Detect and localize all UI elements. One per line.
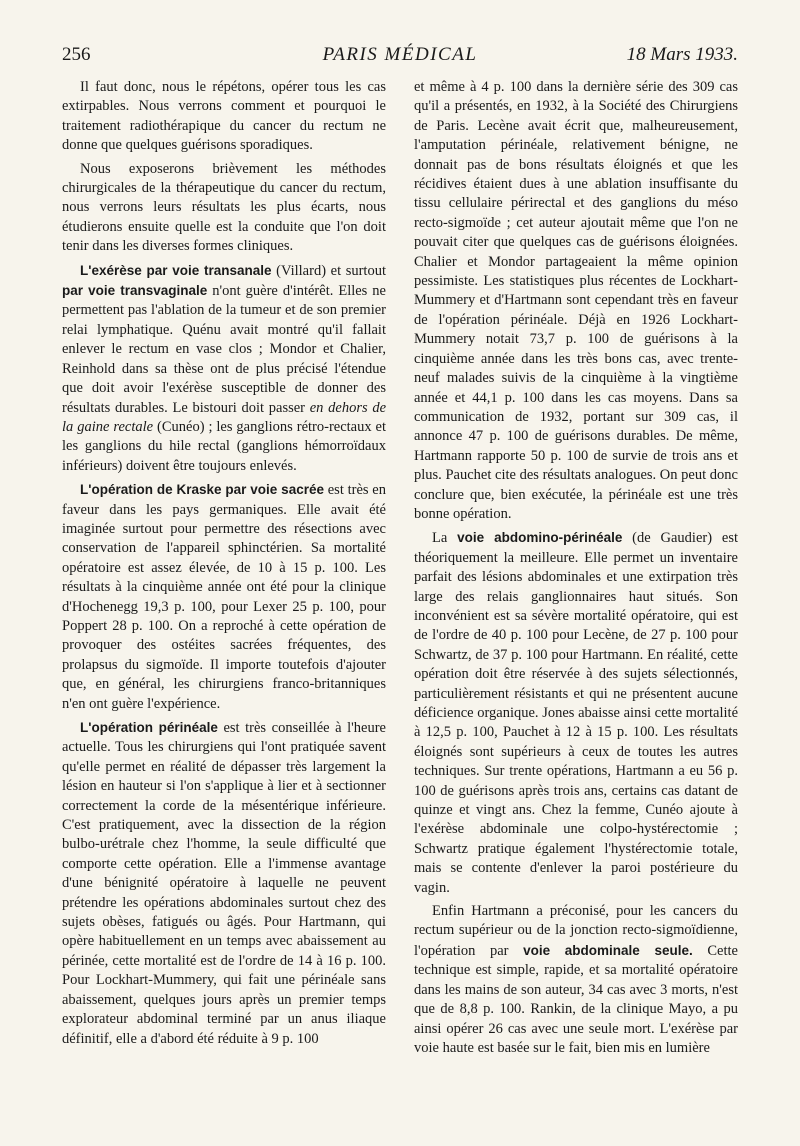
bold-term: voie abdominale seule. (523, 942, 693, 958)
text-run: est très en faveur dans les pays germaniques. Elle avait été imaginée surtout pour permettre des résections avec conservation de l'appareil sphinctérien. Sa mortalité opératoire est assez élevée, de 10 à 15 p. 100. Les résultats à la cinquième année ont été pour la clinique d'Hochenegg 19,3 p. 100, pour Lexer 25 p. 100, pour Poppert 28 p. 100. On a reproché à cette opération de provoquer des ostéites sacrées fréquentes, des prolapsus du sigmoïde. Il importe toutefois d'ajouter que, en général, les chirurgiens franco-britanniques n'en ont guère l'expérience. (62, 482, 386, 712)
running-header (62, 44, 738, 74)
paragraph-transanal (62, 261, 386, 476)
text-run: n'ont guère d'intérêt. Elles ne permettent pas l'ablation de la tumeur et de son premier relai lymphatique. Quénu avait montré qu'il fallait enlever le rectum en vase clos ; Mondor et Chalier, Reinhold dans sa thèse ont de plus précisé l'étendue que doit avoir l'exérèse susceptible de donner des résultats durables. Le bistouri doit passer (62, 283, 386, 416)
paragraph-abdomino-perineale (414, 528, 738, 898)
paragraph-intro: Il faut donc, nous le répétons, opérer tous les cas extirpables. Nous verrons comment et pourquoi le traitement radiothérapique du cancer du rectum ne donne que quelques guérisons sporadiques. (62, 79, 386, 154)
bold-term: L'opération périnéale (80, 720, 218, 735)
paragraph-abdominale-seule (414, 902, 738, 1058)
page-number: 256 (62, 44, 91, 65)
text-run: La (432, 530, 458, 547)
paragraph-kraske (62, 480, 386, 714)
left-column (62, 78, 386, 1053)
paragraph-continued: et même à 4 p. 100 dans la dernière série des 309 cas qu'il a présentés, en 1932, à la Société des Chirurgiens de Paris. Lecène avait écrit que, malheureusement, l'amputation périnéale, relativement bénigne, ne donnait pas de bons résultats éloignés et que les récidives étaient dues à une ablation insuffisante du tissu cellulaire périrectal et des ganglions du méso recto-sigmoïde ; cet auteur ajoutait même que l'on ne pouvait citer que quelques cas de guérisons éloignées. Chalier et Mondor partageaient la même opinion pessimiste. Les statistiques plus récentes de Lockhart-Mummery et d'Hartmann sont cependant très en faveur de l'opération périnéale. Déjà en 1926 Lockhart-Mummery notait 73,7 p. 100 de guérisons à la cinquième année dans les très bons cas, avec trente-neuf malades suivis de la cinquième à la vingtième année et 44,1 p. 100 dans les cas moyens. Dans sa communication de 1932, portant sur 309 cas, il annonce 47 p. 100 de guérisons durables. De même, Hartmann rapporte 50 p. 100 de survie de trois ans et plus. Pauchet cite des résultats analogues. On peut donc conclure que, bien exécutée, la périnéale est une très bonne opération. (414, 79, 738, 522)
bold-term: L'opération de Kraske par voie sacrée (80, 482, 324, 498)
issue-date: 18 Mars 1933. (626, 44, 738, 65)
right-column (414, 78, 738, 1062)
bold-term: voie abdomino-périnéale (457, 530, 623, 546)
bold-term: par voie transvaginale (62, 283, 208, 299)
text-run: Cette technique est simple, rapide, et sa mortalité opératoire dans les mains de son auteur, 34 cas avec 3 morts, n'est que de 8,8 p. 100. Rankin, de la clinique Mayo, a pu ainsi opérer 26 cas avec une seule mort. L'exérèse par voie haute est basée sur le fait, bien mis en lumière (414, 942, 738, 1056)
text-run: (Cunéo) ; les ganglions rétro-rectaux et les ganglions du hile rectal (ganglions hémorroïdaux inférieurs) doivent être toujours enlevés. (62, 418, 386, 474)
text-run: (de Gaudier) est théoriquement la meilleure. Elle permet un inventaire parfait des lésions abdominales et une extirpation très large des relais ganglionnaires haut situés. Son inconvénient est sa sévère mortalité opératoire, qui est de l'ordre de 40 p. 100 pour Lecène, de 27 p. 100 pour Schwartz, de 37 p. 100 pour Hartmann. En réalité, cette opération doit être réservée à des sujets sélectionnés, particulièrement résistants et qui ne présentent aucune déficience organique. Jones abaisse ainsi cette mortalité à 12,5 p. 100, Pauchet à 12 à 15 p. 100. Les résultats éloignés sont supérieurs à ceux de toutes les autres techniques. Sur trente opérations, Hartmann a eu 56 p. 100 de guérisons après trois ans, certains cas datant de quinze et vingt ans. Chez la femme, Cunéo ajoute à l'exérèse abdominale une colpo-hystérectomie ; Schwartz pratique également l'hystérectomie totale, mais se contente d'enlever la paroi postérieure du vagin. (414, 530, 738, 896)
paragraph-perineale (62, 718, 386, 1049)
bold-term: L'exérèse par voie transanale (80, 262, 272, 278)
paragraph-methods: Nous exposerons brièvement les méthodes chirurgicales de la thérapeutique du cancer du rectum, nous verrons leurs résultats les plus écarts, nous étudierons ensuite quelle est la conduite que l'on doit tenir dans les diverses formes cliniques. (62, 160, 386, 255)
text-run: (Villard) et surtout (271, 262, 386, 279)
text-run: Enfin Hartmann a préconisé, pour les cancers du rectum supérieur ou de la jonction recto-sigmoïdienne, l'opération par (414, 903, 738, 959)
italic-term: en dehors de la gaine rectale (62, 399, 386, 435)
journal-title: PARIS MÉDICAL (322, 44, 478, 65)
text-run: est très conseillée à l'heure actuelle. Tous les chirurgiens qui l'ont pratiquée savent qu'elle permet en réalité de dépasser très largement la lésion en hauteur si l'on s'applique à lier et à sectionner correctement la corde de la mésentérique inférieure. C'est pratiquement, avec la dissection de la région bulbo-urétrale chez l'homme, la seule difficulté que comporte cette opération. Elle a l'immense avantage d'une bénignité opératoire à laquelle ne peuvent prétendre les opérations abdominales surtout chez des sujets obèses, fatigués ou âgés. Pour Hartmann, qui opère habituellement en un temps avec abaissement au périnée, cette mortalité est de l'ordre de 14 à 16 p. 100. Pour Lockhart-Mummery, qui fait une périnéale sans abaissement, quelques jours après un premier temps explorateur abdominal terminé par un anus iliaque définitif, elle a d'abord été réduite à 9 p. 100 (62, 720, 386, 1047)
